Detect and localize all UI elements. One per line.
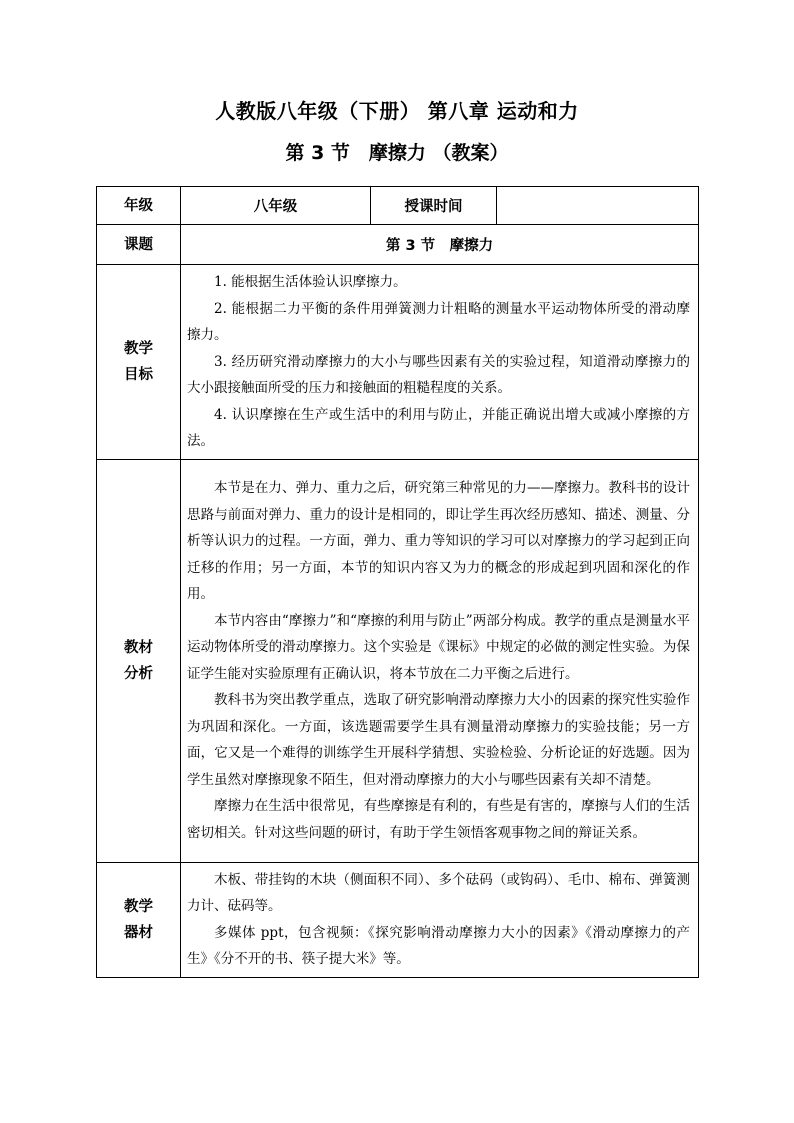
topic-value: 第 3 节 摩擦力 [181, 225, 699, 265]
teaching-time-label: 授课时间 [371, 187, 497, 225]
lesson-plan-table [96, 186, 699, 978]
goal-item: 4. 认识摩擦在生产或生活中的利用与防止，并能正确说出增大或减小摩擦的方法。 [187, 406, 690, 449]
grade-label: 年级 [97, 187, 181, 225]
analysis-paragraph: 教科书为突出教学重点，选取了研究影响滑动摩擦力大小的因素的探究性实验作为巩固和深化。一方面，该选题需要学生具有测量滑动摩擦力的实验技能；另一方面，它又是一个难得的训练学生开展科学猜想、实验检验、分析论证的好选题。因为学生虽然对摩擦现象不陌生，但对滑动摩擦力的大小与哪些因素有关却不清楚。 [187, 692, 690, 788]
equipment-content [181, 862, 699, 977]
analysis-content [181, 459, 699, 862]
goals-label [97, 265, 181, 460]
equipment-paragraph: 木板、带挂钩的木块（侧面积不同）、多个砝码（或钩码）、毛巾、棉布、弹簧测力计、砝码等。 [187, 871, 690, 914]
grade-row [97, 187, 699, 225]
analysis-paragraph: 本节是在力、弹力、重力之后，研究第三种常见的力——摩擦力。教科书的设计思路与前面对弹力、重力的设计是相同的，即让学生再次经历感知、描述、测量、分析等认识力的过程。一方面，弹力、重力等知识的学习可以对摩擦力的学习起到正向迁移的作用；另一方面，本节的知识内容又为力的概念的形成起到巩固和深化的作用。 [187, 480, 690, 602]
equipment-row [97, 862, 699, 977]
analysis-label-line-1: 教材 [124, 639, 153, 656]
goals-content [181, 265, 699, 460]
document-subtitle: 第 3 节 摩擦力 （教案） [285, 142, 509, 164]
equipment-label [97, 862, 181, 977]
goals-label-line-1: 教学 [124, 340, 153, 357]
goals-row [97, 265, 699, 460]
analysis-paragraph: 本节内容由“摩擦力”和“摩擦的利用与防止”两部分构成。教学的重点是测量水平运动物体所受的滑动摩擦力。这个实验是《课标》中规定的必做的测定性实验。为保证学生能对实验原理有正确认识，将本节放在二力平衡之后进行。 [187, 612, 690, 682]
analysis-label [97, 459, 181, 862]
topic-label: 课题 [97, 225, 181, 265]
analysis-row [97, 459, 699, 862]
equipment-paragraph: 多媒体 ppt，包含视频：《探究影响滑动摩擦力大小的因素》《滑动摩擦力的产生》《分不开的书、筷子提大米》等。 [187, 924, 690, 967]
analysis-paragraph: 摩擦力在生活中很常见，有些摩擦是有利的，有些是有害的，摩擦与人们的生活密切相关。针对这些问题的研讨，有助于学生领悟客观事物之间的辩证关系。 [187, 798, 690, 841]
grade-value: 八年级 [181, 187, 371, 225]
goal-item: 2. 能根据二力平衡的条件用弹簧测力计粗略的测量水平运动物体所受的滑动摩擦力。 [187, 300, 690, 343]
equipment-label-line-2: 器材 [124, 924, 153, 941]
analysis-label-line-2: 分析 [124, 665, 153, 682]
topic-row [97, 225, 699, 265]
equipment-label-line-1: 教学 [124, 898, 153, 915]
goals-label-line-2: 目标 [124, 366, 153, 383]
document-title: 人教版八年级（下册） 第八章 运动和力 [215, 99, 579, 123]
goal-item: 1. 能根据生活体验认识摩擦力。 [214, 274, 407, 290]
goal-item: 3. 经历研究滑动摩擦力的大小与哪些因素有关的实验过程，知道滑动摩擦力的大小跟接触面所受的压力和接触面的粗糙程度的关系。 [187, 353, 690, 396]
teaching-time-value [497, 187, 699, 225]
